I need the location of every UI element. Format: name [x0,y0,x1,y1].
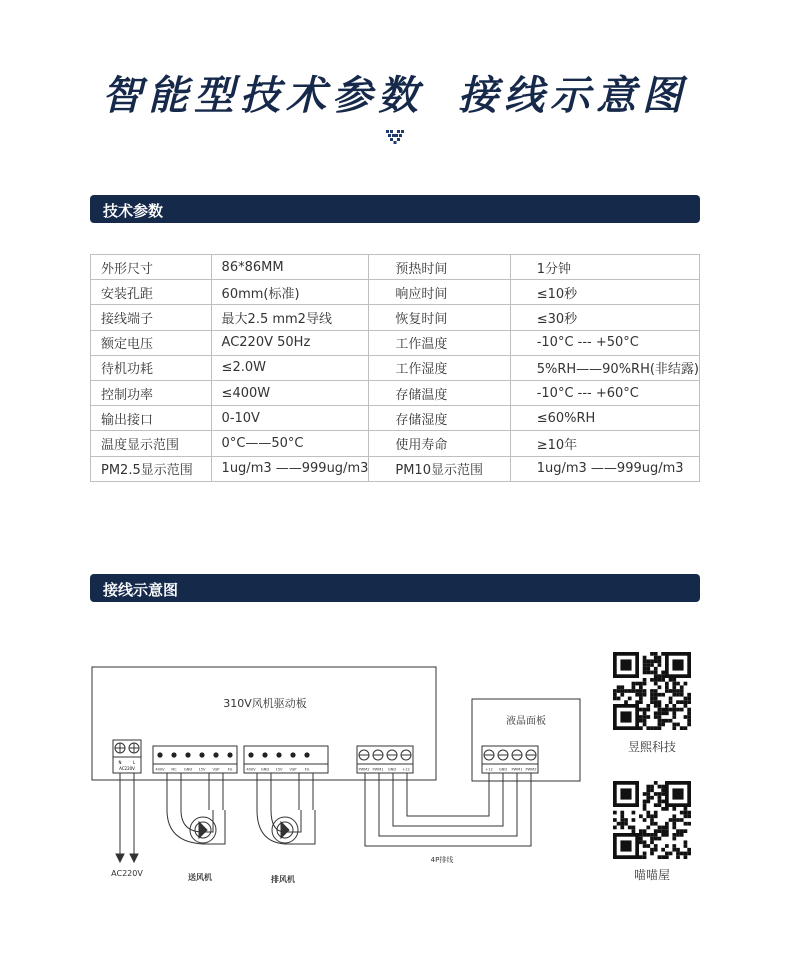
page-title [0,64,790,121]
supply-fan-connector [153,746,237,773]
param-value: -10°C --- +60°C [510,380,699,405]
wiring-diagram [85,660,605,900]
qr-label: 昱熙科技 [627,740,676,754]
param-row [91,380,700,405]
param-value: ≤400W [211,380,369,405]
pin-label: N [118,760,122,765]
pin-label: PWM1 [511,767,523,772]
param-label: 控制功率 [91,380,212,405]
param-value: ≥10年 [510,431,699,456]
param-value: ≤10秒 [510,280,699,305]
param-label: 工作湿度 [369,355,510,380]
terminal-screw [199,752,204,757]
pin-label: +12 [485,767,493,772]
param-value: ≤2.0W [211,355,369,380]
terminal-screw [276,752,281,757]
cable-label: 4P排线 [430,856,454,864]
supply-fan-label: 送风机 [188,873,212,882]
param-label: 输出接口 [91,406,212,431]
pin-label: 400V [246,767,256,772]
pin-label: PWM1 [372,767,384,772]
terminal-screw [227,752,232,757]
param-label: 外形尺寸 [91,255,212,280]
qr-code-icon [613,781,691,859]
param-value: -10°C --- +50°C [510,330,699,355]
param-value: ≤30秒 [510,305,699,330]
pin-label: GND [183,767,193,772]
param-value: 1ug/m3 ——999ug/m3 [510,456,699,481]
lcd-panel-label: 液晶面板 [506,716,546,727]
pin-label: 15V [198,767,206,772]
param-value: 最大2.5 mm2导线 [211,305,369,330]
params-table [90,254,700,482]
param-label: 温度显示范围 [91,431,212,456]
pin-label: VSP [212,767,220,772]
terminal-screw [248,752,253,757]
param-label: 工作温度 [369,330,510,355]
pin-label: VSP [289,767,297,772]
pin-label: GND [260,767,270,772]
param-label: 待机功耗 [91,355,212,380]
param-label: PM2.5显示范围 [91,456,212,481]
terminal-screw [213,752,218,757]
title-part-wiring: 接线示意图 [458,73,688,119]
pin-label: NC [171,767,177,772]
pin-label: FG [227,767,233,772]
4p-cable [365,773,531,846]
power-terminal-label: AC220V [119,766,135,771]
param-value: 5%RH——90%RH(非结露) [510,355,699,380]
param-label: 响应时间 [369,280,510,305]
exhaust-fan-icon [257,773,315,844]
power-label: AC220V [111,869,143,878]
exhaust-fan-connector [244,746,328,773]
param-row [91,255,700,280]
section-header-wiring [90,574,700,602]
param-label: 存储温度 [369,380,510,405]
pin-label: +12 [402,767,410,772]
param-label: 安装孔距 [91,280,212,305]
exhaust-fan-label: 排风机 [271,875,295,884]
pin-label: PWM2 [358,767,370,772]
param-value: 1ug/m3 ——999ug/m3 [211,456,369,481]
param-label: 使用寿命 [369,431,510,456]
param-row [91,406,700,431]
brand-logo-icon [386,128,404,146]
param-value: 1分钟 [510,255,699,280]
pin-label: FG [304,767,310,772]
param-label: 恢复时间 [369,305,510,330]
pin-label: 400V [155,767,165,772]
section-title-params: 技术参数 [103,202,164,220]
param-row [91,330,700,355]
terminal-screw [290,752,295,757]
title-part-params: 智能型技术参数 [102,73,424,119]
section-header-params [90,195,700,223]
param-label: 接线端子 [91,305,212,330]
param-label: 额定电压 [91,330,212,355]
supply-fan-icon [167,773,225,844]
param-label: 预热时间 [369,255,510,280]
terminal-screw [185,752,190,757]
param-value: AC220V 50Hz [211,330,369,355]
param-value: 60mm(标准) [211,280,369,305]
pin-label: GND [387,767,397,772]
pin-label: PWM2 [525,767,537,772]
section-title-wiring: 接线示意图 [103,581,179,599]
param-value: ≤60%RH [510,406,699,431]
driver-board-label: 310V风机驱动板 [223,697,307,710]
qr-code-icon [613,652,691,730]
terminal-screw [171,752,176,757]
pin-label: L [132,760,136,765]
pin-label: GND [498,767,508,772]
param-row [91,355,700,380]
power-terminal [113,740,141,773]
param-value: 86*86MM [211,255,369,280]
terminal-screw [304,752,309,757]
power-leads [116,773,138,862]
param-row [91,456,700,481]
param-label: PM10显示范围 [369,456,510,481]
param-row [91,305,700,330]
pin-label: 15V [275,767,283,772]
param-row [91,280,700,305]
terminal-screw [157,752,162,757]
param-value: 0°C——50°C [211,431,369,456]
param-row [91,431,700,456]
qr-label: 喵喵屋 [633,868,670,882]
param-label: 存储湿度 [369,406,510,431]
terminal-screw [262,752,267,757]
param-value: 0-10V [211,406,369,431]
